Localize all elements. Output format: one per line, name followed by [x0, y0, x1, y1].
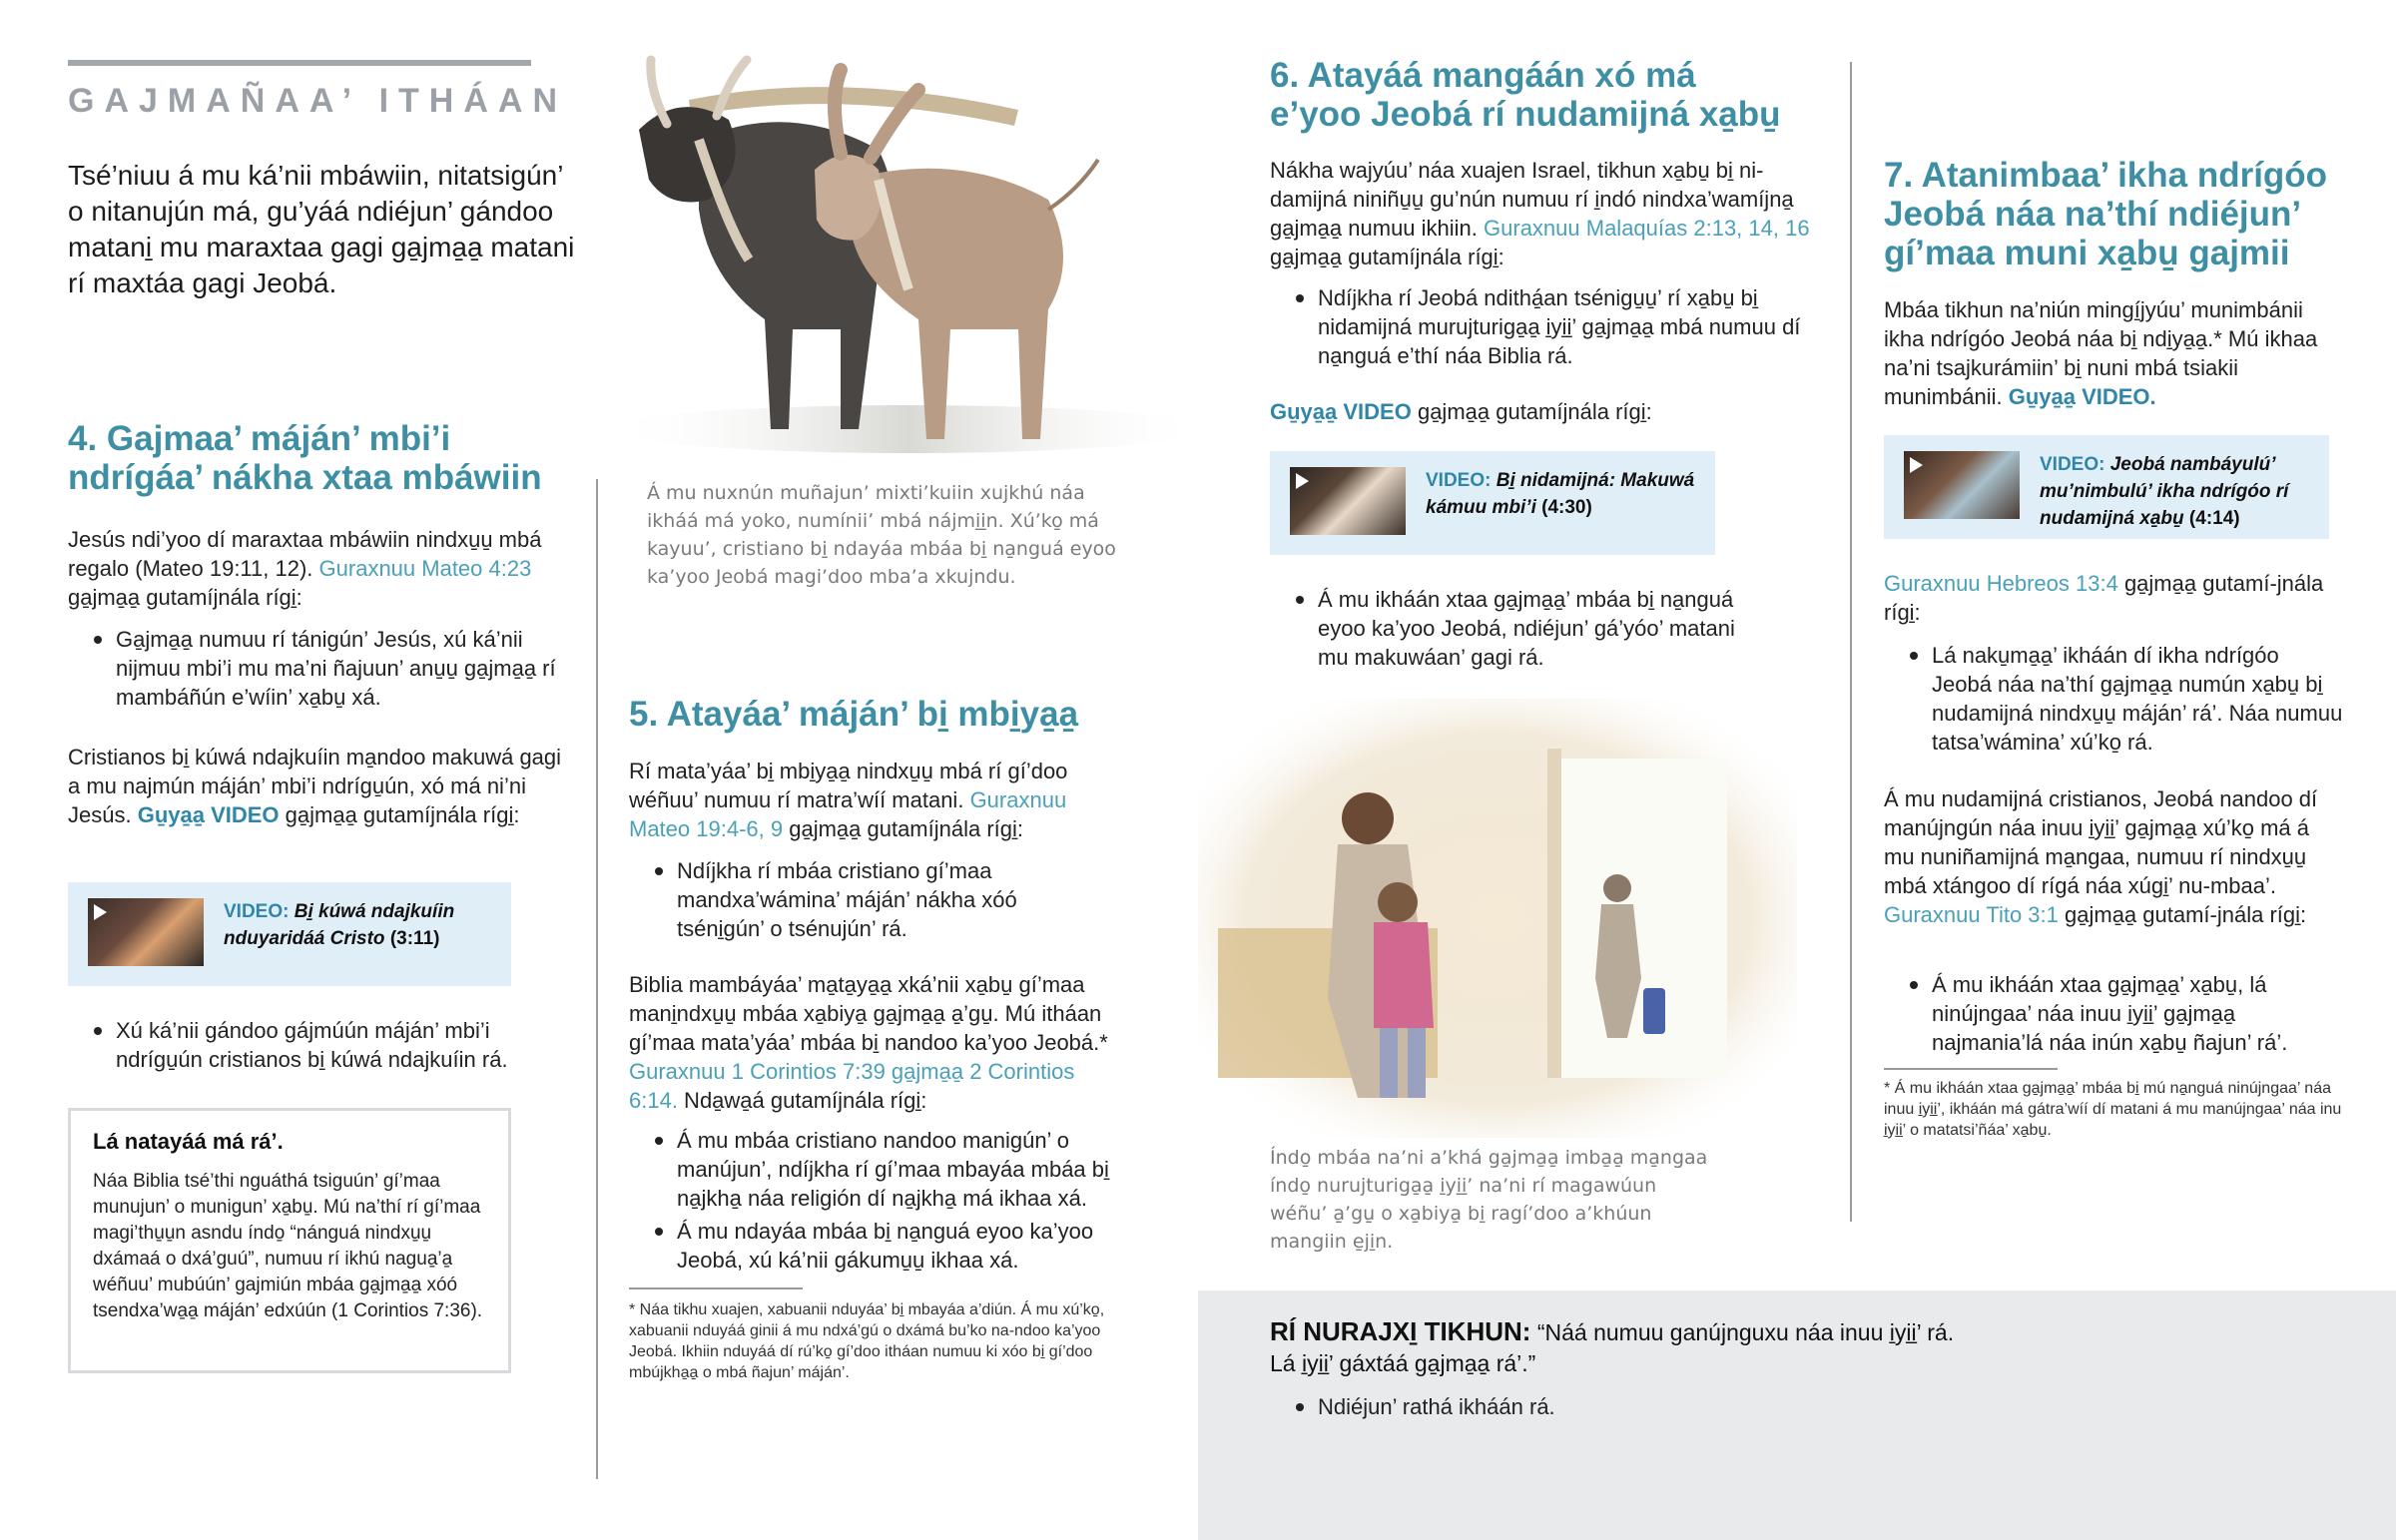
section-5-paragraph-2: Biblia mambáyáa’ ma̱ta̱ya̱a̱ xká’nii xa̱bu̱ gí’maa mani̱ndxu̱u̱ mbáa xa̱biya̱ ga̱jma̱a̱ a̱’gu̱. Mú itháan gí’maa mata’yáa’ mbáa bi̱ nandoo ka’yoo Jeobá.* Guraxnuu 1 Corintios 7:39 ga̱jma̱a̱ 2 Corintios 6:14. Nda̱wa̱á gutamíjnála rígi̱:	[629, 972, 1108, 1113]
list-item: Ga̱jma̱a̱ numuu rí tánigún’ Jesús, xú ká’nii nijmuu mbi’i mu ma’ni ñajuun’ anu̱u̱ ga̱jma̱a̱ rí mambáñún e’wíin’ xa̱bu̱ xá.	[68, 625, 567, 712]
info-box-text: Náa Biblia tsé’thi nguáthá tsiguún’ gí’maa munujun’ o munigun’ xa̱bu̱. Mú na’thí rí gí’maa magi’thu̱u̱n asndu índo̱ “nánguá nindxu̱u̱ dxámaá o dxá’guú”, numuu rí ikhú nagua̱’a̱ wéñuu’ mubúún’ gajmiún mbáa ga̱jma̱a̱ xóó tsendxa’wa̱a̱ máján’ edxúún (1 Corintios 7:36).	[93, 1171, 483, 1321]
column-divider	[596, 479, 598, 1479]
list-item: Ndiéjun’ rathá ikháán rá.	[1270, 1392, 2168, 1421]
section-7-bullet-list-2	[1884, 970, 2343, 1057]
section-5-bullet-list-1	[629, 856, 1088, 943]
play-icon	[1910, 457, 1923, 473]
yoked-animals-image	[579, 30, 1178, 459]
scripture-link-tito[interactable]: Guraxnuu Tito 3:1	[1884, 902, 2059, 927]
list-item: Xú ká’nii gándoo gájmúún máján’ mbi’i ndrígu̱ún cristianos bi̱ kúwá ndajkuíin rá.	[68, 1016, 567, 1074]
footnote-rule	[629, 1287, 803, 1289]
section-7-paragraph-1: Mbáa tikhun na’niún mingí̱jyúu’ munimbánii ikha ndrígóo Jeobá náa bi̱ ndi̱ya̱a̱.* Mú ikhaa na’ni tsajkurámiin’ bi̱ nuni mbá tsiakii munimbánii. Gu̱ya̱a̱ VIDEO.	[1884, 297, 2318, 409]
header-bar	[68, 60, 531, 66]
video-title: VIDEO: Bi̱ nidamijná: Makuwá kámuu mbi’i (4:30)	[1426, 470, 1695, 518]
section-6-bullet-list-2	[1270, 585, 1769, 672]
video-link[interactable]: Gu̱ya̱a̱ VIDEO	[137, 802, 280, 827]
scripture-link-hebreos[interactable]: Guraxnuu Hebreos 13:4	[1884, 571, 2118, 596]
section-4-bullet-list-1	[68, 625, 567, 712]
list-item: Á mu ndayáa mbáa bi̱ na̱nguá eyoo ka’yoo Jeobá, xú ká’nii gákumu̱u̱ ikhaa xá.	[629, 1217, 1128, 1275]
video-thumbnail[interactable]	[1904, 451, 2020, 519]
section-4-bullet-list-2	[68, 1016, 567, 1074]
section-6-title: 6. Atayáá mangáán xó má e’yoo Jeobá rí nudamijná xa̱bu̱	[1270, 56, 1781, 134]
info-box	[68, 1108, 511, 1373]
section-7-title: 7. Atanimbaa’ ikha ndrígóo Jeobá náa na’thí ndiéjun’ gí’maa muni xa̱bu̱ gajmii	[1884, 156, 2328, 272]
mother-daughter-illustration	[1198, 699, 1797, 1138]
summary-bullet-list	[1270, 1392, 2168, 1421]
video-title: VIDEO: Jeobá nambáyulú’ mu’nimbulú’ ikha ndrígóo rí nudamijná xa̱bu̱ (4:14)	[2040, 454, 2289, 529]
video-card-divorce[interactable]	[1270, 451, 1715, 555]
ox-donkey-illustration	[579, 30, 1178, 459]
intro-text: Tsé’niuu á mu ká’nii mbáwiin, nitatsigún’ o nitanujún má, gu’yáá ndiéjun’ gándoo matani̱ mu maraxtaa gagi ga̱jma̱a̱ matani rí maxtáa gagi Jeobá.	[68, 160, 575, 298]
list-item: Ndíjkha rí Jeobá ndithá̱an tsénigu̱u̱’ rí xa̱bu̱ bi̱ nidamijná murujturiga̱a̱ i̱yi̱i̱’ ga̱jma̱a̱ mbá numuu dí na̱nguá e’thí náa Biblia rá.	[1270, 283, 1819, 370]
video-title: VIDEO: Bi̱ kúwá ndajkuíin nduyaridáá Cristo (3:11)	[224, 901, 455, 949]
summary-panel	[1198, 1290, 2396, 1540]
section-4-paragraph-2: Cristianos bi̱ kúwá ndajkuíin ma̱ndoo makuwá gagi a mu najmún máján’ mbi’i ndrígu̱ún, xó má ni’ni Jesús. Gu̱ya̱a̱ VIDEO ga̱jma̱a̱ gutamíjnála rígi̱:	[68, 745, 562, 827]
scripture-link-mateo-4-23[interactable]: Guraxnuu Mateo 4:23	[318, 556, 532, 581]
section-5-bullet-list-2	[629, 1126, 1128, 1275]
scripture-link-malaquias[interactable]: Guraxnuu Malaquías 2:13, 14, 16	[1484, 216, 1810, 241]
scripture-link-mateo-19[interactable]: Guraxnuu Mateo 19:4-6, 9	[629, 787, 1067, 841]
image-caption-family: Índo̱ mbáa na’ni a’khá ga̱jma̱a̱ imba̱a̱ ma̱ngaa índo̱ nurujturiga̱a̱ i̱yi̱i̱’ na’ni rí magawúun wéñu’ a̱’gu̱ o xa̱biya̱ bi̱ ragí’doo a’khúun mangiin e̱ji̱n.	[1270, 1147, 1708, 1253]
section-5-paragraph-1: Rí mata’yáa’ bi̱ mbi̱ya̱a̱ nindxu̱u̱ mbá rí gí’doo wéñuu’ numuu rí matra’wíí matani. Guraxnuu Mateo 19:4-6, 9 ga̱jma̱a̱ gutamíjnála rígi̱:	[629, 759, 1068, 841]
video-thumbnail[interactable]	[88, 898, 204, 966]
video-link[interactable]: Gu̱ya̱a̱ VIDEO.	[2008, 384, 2156, 409]
image-caption-animals: Á mu nuxnún muñajun’ mixti’kuiin xujkhú náa ikháá má yoko, numíniiʼ mbá nájmi̱i̱n. Xú’ko̱ má kayuu’, cristiano bi̱ ndayáa mbáa bi̱ na̱nguá eyoo ka’yoo Jeobá magi’doo mba’a xkujndu.	[647, 482, 1116, 588]
list-item: Ndíjkha rí mbáa cristiano gí’maa mandxa’wámina’ máján’ nákha xóó tséni̱gún’ o tsénujún’ rá.	[629, 856, 1088, 943]
section-4-paragraph-1: Jesús ndi’yoo dí maraxtaa mbáwiin nindxu̱u̱ mbá regalo (Mateo 19:11, 12). Guraxnuu Mateo 4:23 ga̱jma̱a̱ gutamíjnála rígi̱:	[68, 527, 542, 610]
summary-text: RÍ NURAJXI̱ TIKHUN: “Náá numuu ganújnguxu náa inuu i̱yi̱i̱’ rá. Lá i̱yi̱i̱’ gáxtáá ga̱jma̱a̱ rá’.”	[1270, 1316, 1955, 1376]
video-card-celibacy[interactable]	[68, 882, 511, 986]
section-7-footnote: * Á mu ikháán xtaa ga̱jma̱a̱’ mbáa bi̱ mú na̱nguá ninújngaa’ náa inuu i̱yi̱i̱’, ikháán má gátra’wíí dí matani á mu manújngaa’ náa inu i̱yi̱i̱’ o matatsi’ñáa’ xa̱bu̱.	[1884, 1080, 2342, 1139]
list-item: Á mu mbáa cristiano nandoo manigún’ o manújun’, ndíjkha rí gí’maa mbayáa mbáa bi̱ na̱jkha̱ náa religión dí na̱jkha̱ má ikhaa xá.	[629, 1126, 1128, 1213]
list-item: Á mu ikháán xtaa ga̱jma̱a̱’ xa̱bu̱, lá ninújngaa’ náa inuu i̱yi̱i̱’ ga̱jma̱a̱ najmania’lá náa inún xa̱bu̱ ñajun’ rá’.	[1884, 970, 2343, 1057]
section-6-paragraph-2: Gu̱ya̱a̱ VIDEO ga̱jma̱a̱ gutamíjnála rígi̱:	[1270, 399, 1652, 424]
video-link[interactable]: Gu̱ya̱a̱ VIDEO	[1270, 399, 1412, 424]
play-icon	[1296, 473, 1309, 489]
column-divider	[1850, 62, 1852, 1222]
section-7-paragraph-2: Guraxnuu Hebreos 13:4 ga̱jma̱a̱ gutamí-jnála rígi̱:	[1884, 571, 2324, 625]
footnote-rule	[1884, 1068, 2058, 1070]
list-item: Lá naku̱ma̱a̱’ ikháán dí ikha ndrígóo Jeobá náa na’thí ga̱jma̱a̱ numún xa̱bu̱ bi̱ nudamijná nindxu̱u̱ máján’ rá’. Náa numuu tatsa’wámina’ xú’ko̱ rá.	[1884, 641, 2343, 757]
scripture-link-corintios[interactable]: Guraxnuu 1 Corintios 7:39 ga̱jma̱a̱ 2 Corintios 6:14.	[629, 1059, 1075, 1113]
section-7-bullet-list-1	[1884, 641, 2343, 757]
info-box-title: Lá natayáá má rá’.	[93, 1129, 284, 1154]
family-separation-image	[1198, 699, 1797, 1138]
list-item: Á mu ikháán xtaa ga̱jma̱a̱’ mbáa bi̱ na̱nguá eyoo ka’yoo Jeobá, ndiéjun’ gá’yóo’ matani mu makuwáan’ gagi rá.	[1270, 585, 1769, 672]
section-6-bullet-list-1	[1270, 283, 1819, 370]
video-thumbnail[interactable]	[1290, 467, 1406, 535]
section-4-title: 4. Gajmaa’ máján’ mbi’i ndrígáa’ nákha xtaa mbáwiin	[68, 419, 542, 497]
section-6-paragraph-1: Nákha wajyúu’ náa xuajen Israel, tikhun xa̱bu̱ bi̱ ni-damijná niniñu̱u̱ gu’nún numuu rí i̱ndó nindxa’wamíjna̱ ga̱jma̱a̱ numuu ikhiin. Guraxnuu Malaquías 2:13, 14, 16 ga̱jma̱a̱ gutamíjnála rígi̱:	[1270, 158, 1810, 269]
section-5-footnote: * Náa tikhu xuajen, xabuanii nduyáa’ bi̱ mbayáa a’diún. Á mu xú’ko̱, xabuanii nduyáá ginii á mu ndxá’gú o dxámá bu’ko na-ndoo ka’yoo Jeobá. Ikhiin nduyáá dí rú’ko̱ gí’doo itháan numuu ki xóo bi̱ gí’doo mbújkha̱a̱ o mbá ñajun’ máján’.	[629, 1301, 1105, 1381]
section-7-paragraph-3: Á mu nudamijná cristianos, Jeobá nandoo dí manújngún náa inuu i̱yi̱i̱’ ga̱jma̱a̱ xú’ko̱ má á mu nuniñamijná ma̱ngaa, numuu rí nindxu̱u̱ mbá xtángoo dí rígá náa xúgi̱’ nu-mbaa’. Guraxnuu Tito 3:1 ga̱jma̱a̱ gutamí-jnála rígi̱:	[1884, 786, 2318, 927]
video-card-marriage-law[interactable]	[1884, 435, 2329, 539]
play-icon	[94, 904, 107, 920]
summary-label: RÍ NURAJXI̱ TIKHUN:	[1270, 1316, 1531, 1346]
section-5-title: 5. Atayáa’ máján’ bi̱ mbi̱ya̱a̱	[629, 695, 1079, 734]
page-title: GAJMAÑAA’ ITHÁAN	[68, 82, 568, 120]
